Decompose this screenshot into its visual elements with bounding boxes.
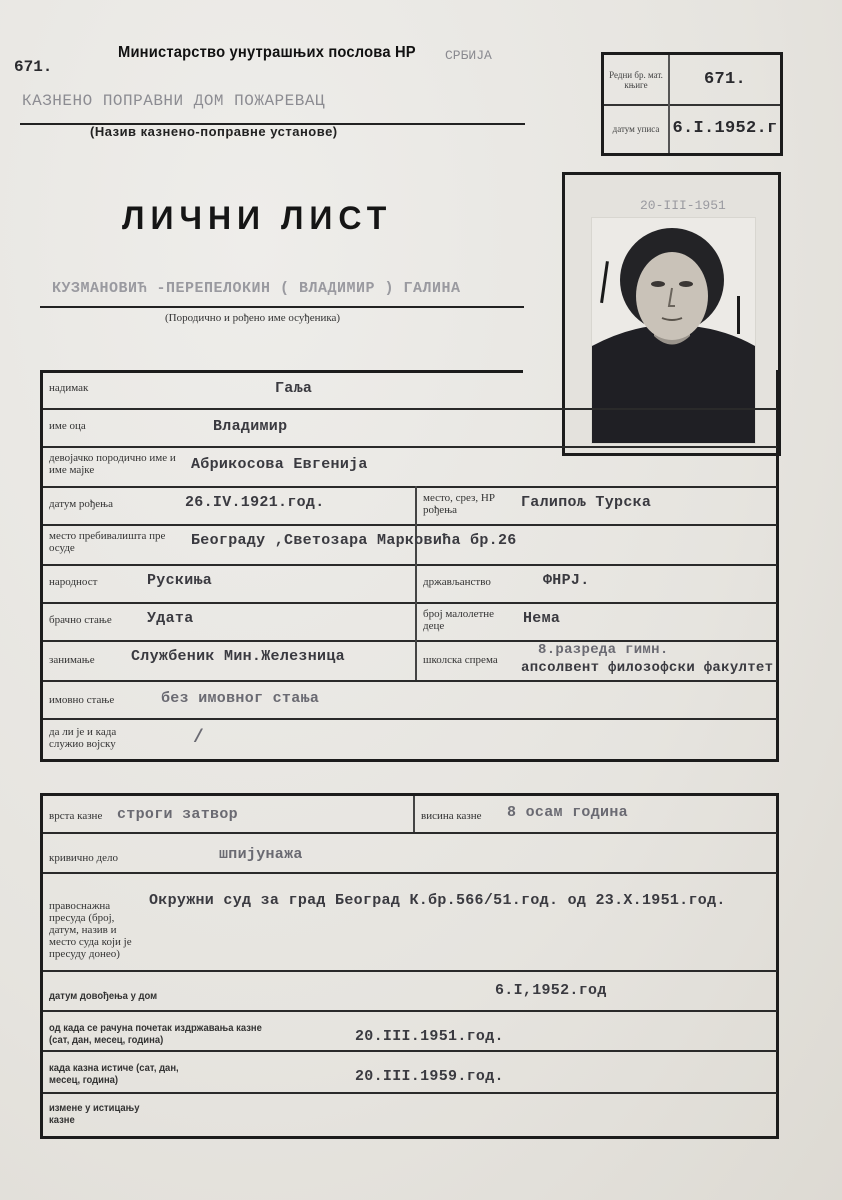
education-value-line1: 8.разреда гимн. xyxy=(538,642,669,658)
register-box xyxy=(601,52,783,156)
mother-name-value: Абрикосова Евгенија xyxy=(191,456,368,473)
row-divider xyxy=(43,832,777,834)
marital-status-label: брачно стање xyxy=(49,614,112,626)
column-divider xyxy=(413,796,415,832)
birth-place-label: место, срез, НР рођења xyxy=(423,492,495,516)
verdict-value: Окружни суд за град Београд К.бр.566/51.год. од 23.X.1951.год. xyxy=(149,892,726,909)
institution-name: КАЗНЕНО ПОПРАВНИ ДОМ ПОЖАРЕВАЦ xyxy=(22,92,326,110)
name-caption: (Породично и рођено име осуђеника) xyxy=(165,312,341,324)
row-divider xyxy=(43,680,777,682)
arrival-date-value: 6.I,1952.год xyxy=(495,982,607,999)
row-divider xyxy=(43,408,777,410)
father-name-label: име оца xyxy=(49,420,86,432)
row-divider xyxy=(43,1010,777,1012)
birth-place-value: Галипољ Турска xyxy=(521,494,652,511)
minor-children-label: број малолетне деце xyxy=(423,608,495,632)
birth-date-label: датум рођења xyxy=(49,498,113,510)
entry-date-value: 6.I.1952.г xyxy=(672,119,778,138)
marital-status-value: Удата xyxy=(147,610,194,627)
row-divider xyxy=(43,486,777,488)
occupation-value: Службеник Мин.Железница xyxy=(131,648,345,665)
citizenship-label: држављанство xyxy=(423,576,491,588)
nickname-label: надимак xyxy=(49,382,89,394)
entry-date-label: датум уписа xyxy=(604,104,670,153)
crime-value: шпијунажа xyxy=(219,846,303,863)
photo-date-stamp: 20-III-1951 xyxy=(640,198,726,213)
row-divider xyxy=(43,1050,777,1052)
citizenship-value: ФНРЈ. xyxy=(543,572,590,589)
sentence-end-value: 20.III.1959.год. xyxy=(355,1068,504,1085)
military-value: / xyxy=(193,728,205,748)
row-divider xyxy=(43,524,777,526)
nationality-value: Рускиња xyxy=(147,572,213,589)
row-divider xyxy=(43,564,777,566)
nickname-value: Гаља xyxy=(275,380,313,397)
register-number-left: 671. xyxy=(14,58,53,76)
sentence-length-value: 8 осам година xyxy=(507,804,628,821)
father-name-value: Владимир xyxy=(213,418,288,435)
property-label: имовно стање xyxy=(49,694,115,706)
column-divider xyxy=(415,486,417,680)
residence-label: место пребивалишта пре осуде xyxy=(49,530,166,554)
row-divider xyxy=(43,446,777,448)
education-value-line2: апсолвент филозофски факултет xyxy=(521,660,774,676)
sentence-end-label: када казна истиче (сат, дан, месец, година) xyxy=(49,1062,179,1086)
convict-full-name: КУЗМАНОВИЋ -ПЕРЕПЕЛОКИН ( ВЛАДИМИР ) ГАЛИНА xyxy=(52,280,461,297)
row-divider xyxy=(43,970,777,972)
row-divider xyxy=(43,1092,777,1094)
row-divider xyxy=(43,718,777,720)
military-label: да ли је и када служио војску xyxy=(49,726,117,750)
register-row-number xyxy=(604,55,780,106)
residence-value: Београду ,Светозара Марковића бр.26 xyxy=(191,532,517,549)
sentence-start-label: од када се рачуна почетак издржавања казне (сат, дан, месец, година) xyxy=(49,1022,262,1046)
verdict-label: правоснажна пресуда (број, датум, назив и место суда који је пресуду донео) xyxy=(49,900,132,960)
arrival-date-label: датум довођења у дом xyxy=(49,990,158,1002)
sentence-type-value: строги затвор xyxy=(117,806,238,823)
name-underline xyxy=(40,306,524,308)
row-divider xyxy=(43,602,777,604)
nationality-label: народност xyxy=(49,576,98,588)
education-label: школска спрема xyxy=(423,654,498,666)
sentence-type-label: врста казне xyxy=(49,810,103,822)
row-divider xyxy=(43,872,777,874)
institution-caption: (Назив казнено-поправне установе) xyxy=(90,124,338,139)
crime-label: кривично дело xyxy=(49,852,118,864)
sentence-start-value: 20.III.1951.год. xyxy=(355,1028,504,1045)
personal-data-table xyxy=(40,370,779,762)
sentence-changes-label: измене у истицању казне xyxy=(49,1102,140,1126)
register-number-value: 671. xyxy=(703,70,746,89)
register-number-label: Редни бр. мат. књиге xyxy=(604,55,670,104)
register-row-date xyxy=(604,104,780,153)
occupation-label: занимање xyxy=(49,654,95,666)
minor-children-value: Нема xyxy=(523,610,561,627)
birth-date-value: 26.IV.1921.год. xyxy=(185,494,325,511)
sentence-length-label: висина казне xyxy=(421,810,482,822)
ministry-suffix: СРБИЈА xyxy=(445,48,492,63)
property-value: без имовног стања xyxy=(161,690,320,707)
mother-name-label: девојачко породично име и име мајке xyxy=(49,452,176,476)
sentence-table xyxy=(40,793,779,1139)
document-title: ЛИЧНИ ЛИСТ xyxy=(122,200,393,236)
ministry-heading: Министарство унутрашњих послова НР xyxy=(118,44,416,61)
